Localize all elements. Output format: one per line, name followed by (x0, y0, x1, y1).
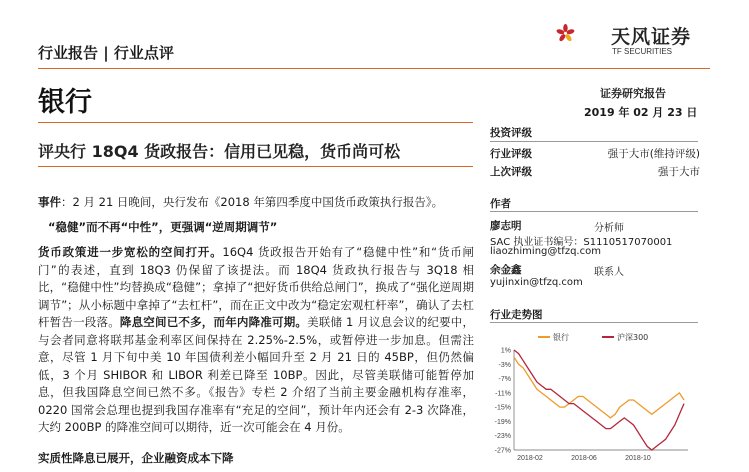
y-tick-label: -3% (498, 361, 511, 369)
rating-heading: 投资评级 (490, 127, 532, 139)
author-cert: SAC 执业证书编号：S1110517070001 (490, 237, 673, 248)
sector-title: 银行 (38, 87, 92, 118)
brand-name-en: TF SECURITIES (612, 47, 673, 56)
y-tick-label: -23% (494, 433, 511, 441)
rating-rule (490, 141, 698, 142)
y-axis-labels (495, 348, 511, 455)
section-headline: “稳健”而不再“中性”，更强调“逆周期调节” (48, 220, 278, 234)
author-name: 余金鑫 (490, 264, 522, 276)
trend-heading: 行业走势图 (490, 309, 543, 321)
event-label: 事件 (38, 195, 61, 209)
x-tick-label: 2018-02 (517, 455, 543, 462)
author-name: 廖志明 (490, 220, 522, 232)
section-headline-2: 实质性降息已展开，企业融资成本下降 (38, 451, 234, 465)
report-date: 2019 年 02 月 23 日 (584, 106, 698, 119)
report-type: 行业报告 | 行业点评 (38, 44, 174, 62)
authors-heading: 作者 (490, 198, 511, 210)
trend-rule (490, 322, 698, 323)
report-title: 评央行 18Q4 货政报告：信用已见稳，货币尚可松 (38, 142, 401, 161)
series-line-bank (514, 357, 684, 418)
event-paragraph (38, 194, 478, 212)
author-email[interactable]: yujinxin@tfzq.com (490, 277, 583, 288)
y-tick-label: -27% (494, 447, 511, 455)
y-tick-label: -11% (495, 390, 511, 398)
header-rule (38, 68, 710, 69)
industry-rating-value: 强于大市(维持评级) (607, 148, 700, 160)
title-rule-bottom (38, 166, 473, 167)
brand-name-cn: 天风证券 (611, 26, 692, 48)
author-email[interactable]: liaozhiming@tfzq.com (490, 246, 601, 257)
legend-label-hs300: 沪深300 (617, 333, 649, 342)
last-rating-label: 上次评级 (490, 166, 532, 178)
authors-rule (490, 211, 698, 212)
last-rating-value: 强于大市 (658, 166, 700, 178)
industry-rating-label: 行业评级 (490, 148, 532, 160)
legend-label-bank: 银行 (553, 333, 569, 342)
chart-legend (538, 332, 648, 342)
y-tick-label: -7% (498, 376, 511, 384)
author-role: 联系人 (594, 267, 624, 278)
x-axis-labels (517, 455, 651, 462)
y-tick-label: -19% (494, 418, 511, 426)
y-tick-label: -15% (494, 404, 511, 412)
policy-paragraph (38, 244, 474, 437)
rate-cut-lead: 降息空间已不多，而年内降准可期。 (119, 315, 308, 329)
x-tick-label: 2018-06 (571, 455, 597, 462)
series-line-hs300 (514, 350, 684, 450)
event-text: ：2 月 21 日晚间，央行发布《2018 年第四季度中国货币政策执行报告》。 (61, 195, 444, 209)
industry-trend-chart (490, 326, 698, 468)
brand-logo (555, 6, 611, 60)
x-tick-label: 2018-10 (625, 455, 651, 462)
report-series: 证券研究报告 (600, 87, 666, 100)
y-tick-label: 1% (500, 347, 511, 355)
policy-lead: 货币政策进一步宽松的空间打开。 (38, 245, 223, 259)
rate-cut-text: 美联储 1 月议息会议的纪要中，与会者同意将联邦基金利率区间保持在 2.25%-2.5%，或暂停进一步加息。但需注意，尽管 1 月下旬中美 10 年国债利差小幅回升至 2 月 21 日的 45BP，但仍然偏低，3 个月 SHIBOR 和 LIBOR 利差已降至 10BP。因此，尽管美联储可能暂停加息，但我国降息空间已然不多。《报告》专栏 2 介绍了当前主要金融机构存准率，0220 国常会总理也提到我国存准率有“充足的空间”，预计年内还会有 2-3 次降准，大约 200BP 的降准空间可以期待，近一次可能会在 4 月份。 (38, 315, 475, 434)
policy-text: 16Q4 货政报告开始有了“稳健中性”和“货币闸门”的表述，直到 18Q3 仍保留了该提法。而 18Q4 货政执行报告与 3Q18 相比，“稳健中性”均替换成“稳健”；拿掉了“把好货币供给总闸门”，换成了“强化逆周期调节”；从小标题中拿掉了“去杠杆”，而在正文中改为“稳定宏观杠杆率”，确认了去杠杆暂告一段落。 (38, 245, 475, 329)
flower-logo-icon (556, 24, 575, 42)
title-rule-top (38, 122, 473, 123)
author-role: 分析师 (594, 223, 624, 234)
